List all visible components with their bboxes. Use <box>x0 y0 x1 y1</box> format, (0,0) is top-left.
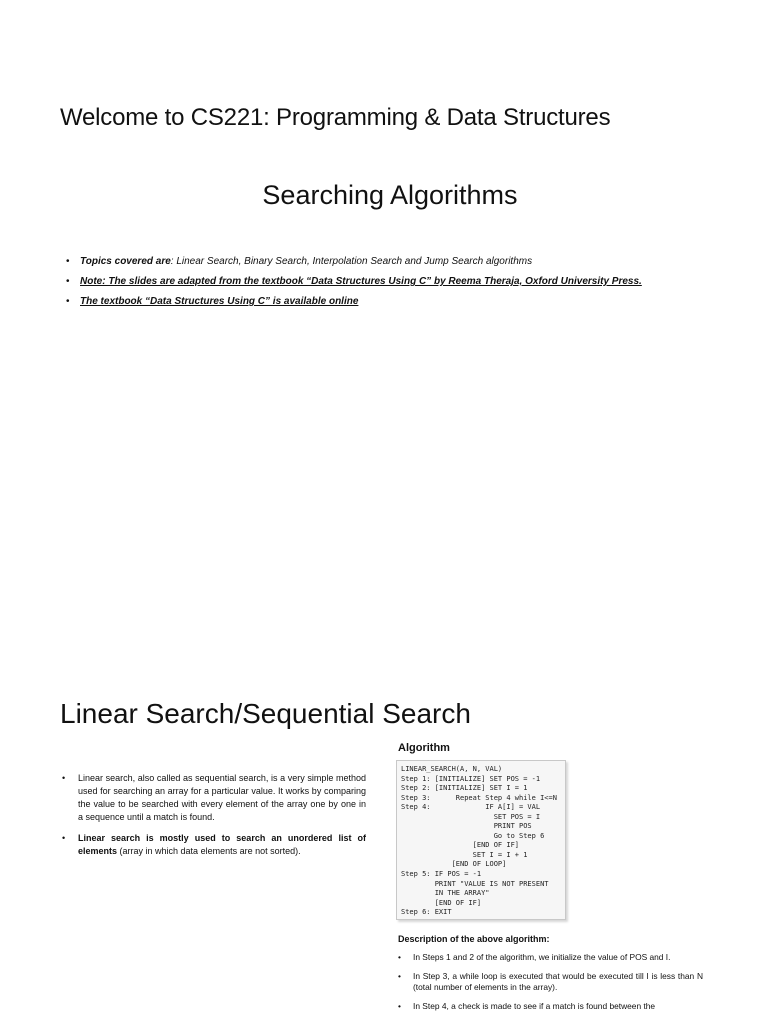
topics-bullet <box>66 256 746 268</box>
bullet-dot-icon: • <box>398 971 401 981</box>
bullet-dot-icon: • <box>66 276 70 287</box>
description-bullet <box>398 971 703 993</box>
definition-bullet <box>62 772 366 824</box>
bullet-dot-icon: • <box>66 296 70 307</box>
description-bullet <box>398 1001 703 1012</box>
bullet-dot-icon: • <box>66 256 70 267</box>
algorithm-code: LINEAR_SEARCH(A, N, VAL) Step 1: [INITIALIZE] SET POS = -1 Step 2: [INITIALIZE] SET I = 1 Step 3: Repeat Step 4 while I<=N Step 4: IF A[I] = VAL SET POS = I PRINT POS Go to Step 6 [END OF IF] SET I = I + 1 [END OF LOOP] Step 5: IF POS = -1 PRINT "VALUE IS NOT PRESENT IN THE ARRAY" [END OF IF] Step 6: EXIT <box>401 765 557 917</box>
slide-2 <box>0 660 768 1024</box>
description-bullet <box>398 952 703 963</box>
description-bullet-list <box>398 952 703 1020</box>
bullet-dot-icon: • <box>398 1001 401 1011</box>
usage-text: (array in which data elements are not sorted). <box>117 846 301 856</box>
textbook-text: The textbook “Data Structures Using C” is available online <box>80 296 359 307</box>
slide-1-subtitle: Searching Algorithms <box>262 180 518 210</box>
description-heading: Description of the above algorithm: <box>398 934 550 944</box>
algorithm-label: Algorithm <box>398 742 450 754</box>
description-text: In Step 4, a check is made to see if a match is found between the <box>413 1001 656 1011</box>
note-bullet <box>66 276 746 288</box>
description-text: In Step 3, a while loop is executed that would be executed till I is less than N (total number of elements in the array). <box>413 971 703 992</box>
note-text: Note: The slides are adapted from the textbook “Data Structures Using C” by Reema Theraja, Oxford University Press. <box>80 276 642 287</box>
slide-2-title: Linear Search/Sequential Search <box>60 698 471 729</box>
bullet-dot-icon: • <box>62 773 66 783</box>
description-text: In Steps 1 and 2 of the algorithm, we initialize the value of POS and I. <box>413 952 671 962</box>
textbook-bullet <box>66 296 746 308</box>
linear-search-bullet-list <box>62 772 366 866</box>
bullet-dot-icon: • <box>398 952 401 962</box>
usage-bold-text: Linear search is mostly used to search an unordered list of elements <box>78 833 366 856</box>
algorithm-box <box>396 760 566 920</box>
definition-text: Linear search, also called as sequential search, is a very simple method used for searching an array for a particular value. It works by comparing the value to be searched with every element of the array one by one in a sequence until a match is found. <box>78 773 366 822</box>
bullet-dot-icon: • <box>62 833 66 843</box>
topics-label: Topics covered are <box>80 256 171 267</box>
slide-1-title: Welcome to CS221: Programming & Data Structures <box>60 104 611 131</box>
usage-bullet <box>62 832 366 858</box>
slide-1-bullet-list <box>66 256 746 316</box>
topics-text: : Linear Search, Binary Search, Interpolation Search and Jump Search algorithms <box>170 256 533 267</box>
